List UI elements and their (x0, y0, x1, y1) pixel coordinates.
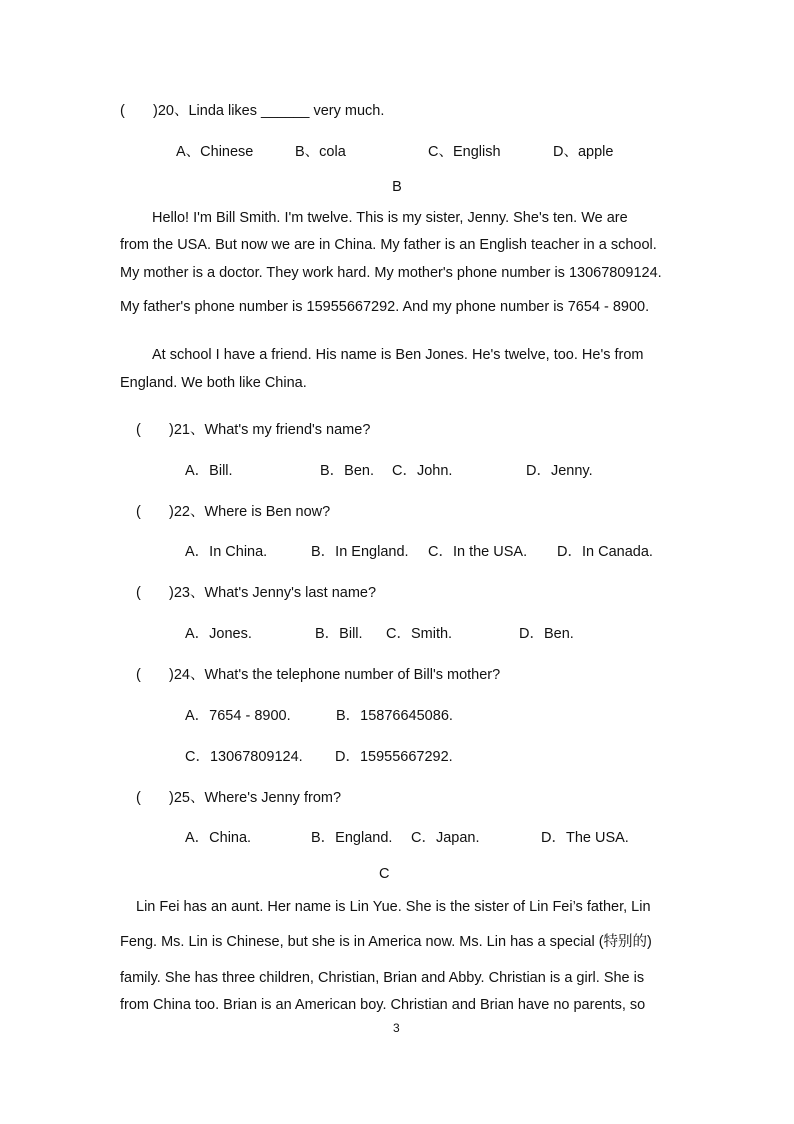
paragraph-line: England. We both like China. (120, 375, 307, 391)
option: D．In Canada. (557, 544, 653, 560)
question-stem: ( )20、Linda likes ______ very much. (120, 103, 385, 119)
option: D、apple (553, 144, 614, 160)
paragraph-line: from China too. Brian is an American boy. Christian and Brian have no parents, so (120, 997, 646, 1013)
paragraph-line: Hello! I'm Bill Smith. I'm twelve. This is my sister, Jenny. She's ten. We are (152, 210, 628, 226)
option: A．7654 - 8900. (185, 708, 291, 724)
option: C．Japan. (411, 830, 480, 846)
option: C、English (428, 144, 501, 160)
question-stem: ( )24、What's the telephone number of Bill's mother? (136, 667, 501, 683)
option: B．Ben. (320, 463, 374, 479)
paragraph-line: My mother is a doctor. They work hard. My mother's phone number is 13067809124. (120, 265, 662, 281)
option: D．The USA. (541, 830, 629, 846)
question-stem: ( )22、Where is Ben now? (136, 504, 331, 520)
option: B．England. (311, 830, 393, 846)
option: A．Bill. (185, 463, 233, 479)
option: D．Ben. (519, 626, 574, 642)
option: C．John. (392, 463, 453, 479)
option: A、Chinese (176, 144, 254, 160)
option: A．China. (185, 830, 252, 846)
option: D．Jenny. (526, 463, 593, 479)
option: B．15876645086. (336, 708, 453, 724)
option: B、cola (295, 144, 346, 160)
option: C．Smith. (386, 626, 453, 642)
page-number: 3 (393, 1021, 400, 1035)
section-heading: C (379, 866, 390, 882)
question-stem: ( )23、What's Jenny's last name? (136, 585, 377, 601)
option: C．13067809124. (185, 749, 303, 765)
section-heading: B (392, 179, 402, 195)
paragraph-line: My father's phone number is 15955667292. And my phone number is 7654 - 8900. (120, 299, 650, 315)
question-stem: ( )25、Where's Jenny from? (136, 790, 342, 806)
paragraph-line: from the USA. But now we are in China. My father is an English teacher in a school. (120, 237, 657, 253)
option: A．Jones. (185, 626, 252, 642)
option: C．In the USA. (428, 544, 528, 560)
paragraph-line: Lin Fei has an aunt. Her name is Lin Yue. She is the sister of Lin Fei’s father, Lin (136, 899, 651, 915)
question-stem: ( )21、What's my friend's name? (136, 422, 371, 438)
option: D．15955667292. (335, 749, 453, 765)
paragraph-line: family. She has three children, Christian, Brian and Abby. Christian is a girl. She is (120, 970, 645, 986)
option: B．In England. (311, 544, 409, 560)
option: B．Bill. (315, 626, 363, 642)
paragraph-line: Feng. Ms. Lin is Chinese, but she is in America now. Ms. Lin has a special (特别的) (120, 934, 652, 950)
paragraph-line: At school I have a friend. His name is Ben Jones. He's twelve, too. He's from (152, 347, 644, 363)
option: A．In China. (185, 544, 268, 560)
